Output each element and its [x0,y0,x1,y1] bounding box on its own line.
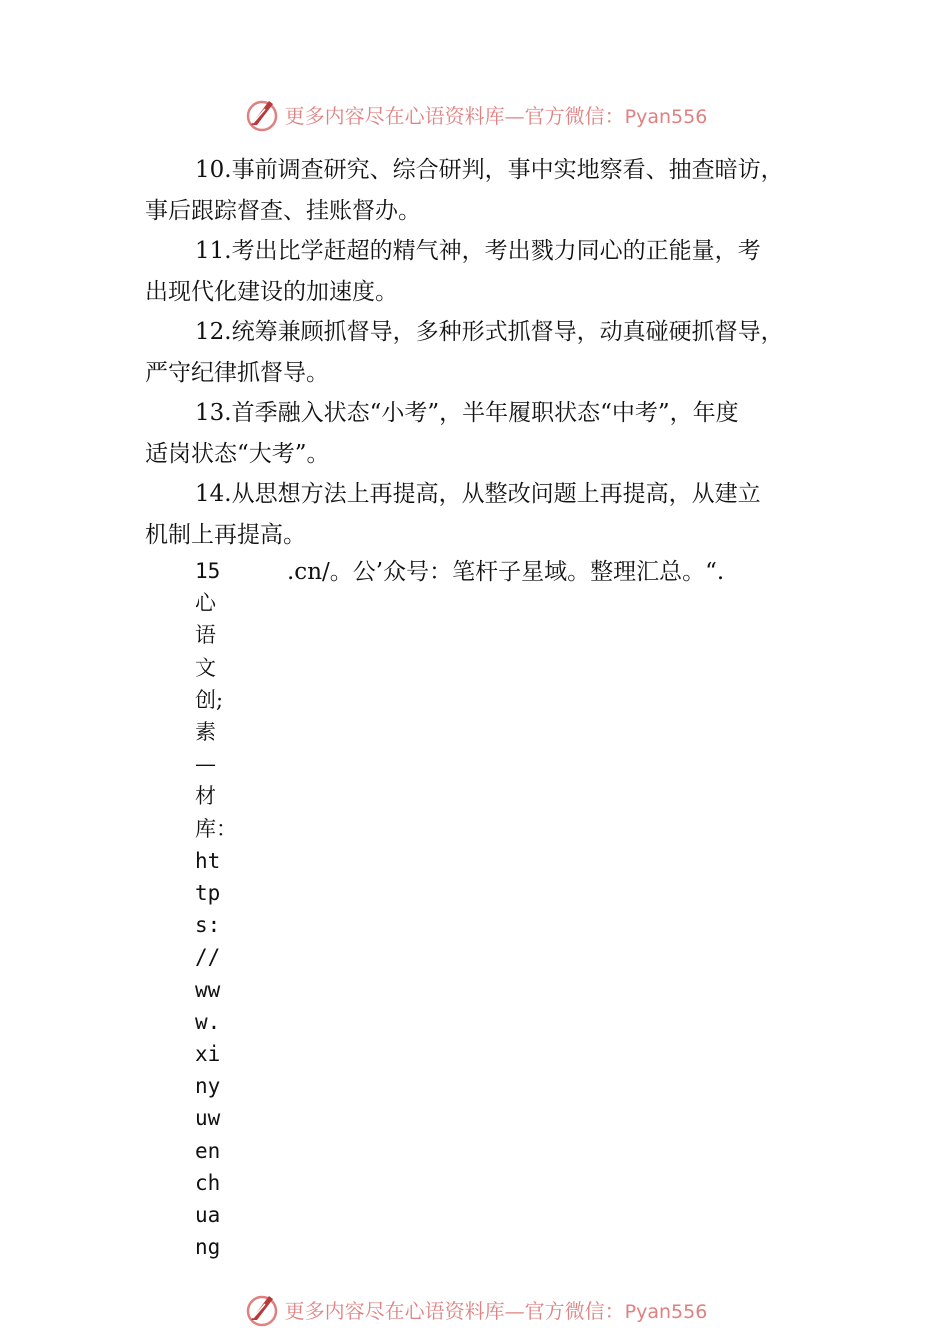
wrapped-fragment: s: [195,913,221,938]
wrapped-fragment: xi [195,1042,221,1067]
paragraph-line: 10.事前调查研究、综合研判，事中实地察看、抽查暗访， [195,157,784,183]
paragraph-11 [145,231,805,312]
wrapped-fragment: 材 [195,784,216,809]
wrapped-fragment: w. [195,1009,221,1034]
wrapped-fragment: // [195,945,221,970]
wrapped-url-column [195,555,235,1263]
quill-pen-logo-icon [243,1290,281,1328]
wrapped-fragment: ww [195,977,221,1002]
wrapped-fragment: ht [195,848,221,873]
banner-wechat-label: 官方微信： [524,103,625,128]
banner-text [285,1295,708,1324]
wrapped-fragment: 心 [195,591,216,616]
wrapped-fragment: 创; [195,687,224,712]
wrapped-fragment: tp [195,881,221,906]
paragraph-line: 13.首季融入状态“小考”，半年履职状态“中考”，年度 [195,400,739,426]
wrapped-fragment: 库： [195,816,237,841]
wrapped-fragment: — [195,752,216,777]
paragraph-10 [145,150,805,231]
wrapped-fragment: 文 [195,655,216,680]
wrapped-fragment: ng [195,1235,221,1260]
wrapped-fragment: 15 [195,559,221,583]
header-banner [0,92,950,136]
paragraph-15 [195,555,815,1275]
paragraph-line: 11.考出比学赶超的精气神，考出戮力同心的正能量，考 [195,238,761,264]
wrapped-fragment: ua [195,1203,221,1228]
banner-main-text: 更多内容尽在心语资料库 [284,1298,505,1323]
quill-pen-logo-icon [243,95,281,133]
wrapped-fragment: uw [195,1106,221,1131]
paragraph-13 [145,393,805,474]
wrapped-fragment: 素 [195,720,216,745]
paragraph-14 [145,474,805,555]
banner-dash: — [504,1298,525,1323]
paragraph-line: 严守纪律抓督导。 [145,359,329,386]
paragraph-line: 适岗状态“大考”。 [145,440,330,467]
wrapped-fragment: ch [195,1170,221,1195]
banner-text [285,100,708,129]
wrapped-fragment: en [195,1138,221,1163]
document-body [145,150,805,555]
paragraph-line: 机制上再提高。 [145,521,306,548]
paragraph-line: 事后跟踪督查、挂账督办。 [145,197,421,224]
paragraph-line: 出现代化建设的加速度。 [145,278,398,305]
paragraph-12 [145,312,805,393]
paragraph-15-tail: .cn/。公’众号：笔杆子星域。整理汇总。“. [287,559,725,585]
wrapped-fragment: 语 [195,623,216,648]
paragraph-line: 14.从思想方法上再提高，从整改问题上再提高，从建立 [195,481,761,507]
wrapped-fragment: ny [195,1074,221,1099]
banner-wechat-label: 官方微信： [524,1298,625,1323]
banner-main-text: 更多内容尽在心语资料库 [284,103,505,128]
banner-dash: — [504,103,525,128]
banner-wechat-id: Pyan556 [624,1300,708,1323]
banner-wechat-id: Pyan556 [624,105,708,128]
footer-banner [0,1287,950,1331]
paragraph-line: 12.统筹兼顾抓督导，多种形式抓督导，动真碰硬抓督导， [195,319,784,345]
